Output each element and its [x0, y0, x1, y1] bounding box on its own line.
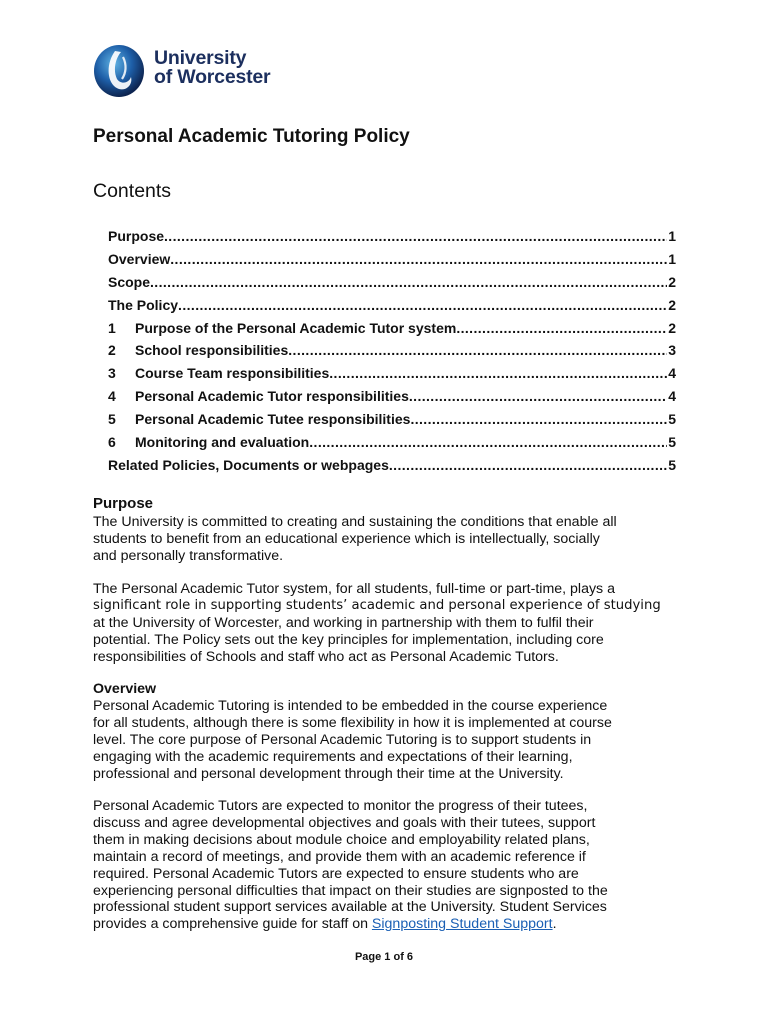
text-line: engaging with the academic requirements and expectations of their learning,	[93, 748, 573, 765]
toc-number: 6	[108, 434, 116, 451]
toc-label: Course Team responsibilities	[135, 365, 330, 382]
toc-entry[interactable]	[108, 320, 676, 343]
toc-page: 2	[668, 319, 676, 336]
purpose-paragraph-2	[93, 581, 693, 666]
toc-leader	[178, 297, 667, 314]
text-line: and personally transformative.	[93, 547, 284, 564]
toc-number: 3	[108, 365, 116, 382]
table-of-contents	[108, 228, 676, 480]
contents-heading: Contents	[93, 180, 172, 202]
text-line: potential. The Policy sets out the key principles for implementation, including core	[93, 631, 604, 648]
overview-paragraph-1	[93, 698, 693, 783]
toc-page: 2	[668, 296, 676, 313]
text-line: Personal Academic Tutoring is intended to be embedded in the course experience	[93, 698, 608, 714]
toc-leader	[389, 457, 667, 474]
text-line: students to benefit from an educational experience which is intellectually, socially	[93, 530, 600, 547]
text-line: professional and personal development through their time at the University.	[93, 765, 564, 782]
text-line: maintain a record of meetings, and provide them with an academic reference if	[93, 848, 586, 865]
toc-leader	[456, 320, 667, 337]
toc-number: 1	[108, 319, 116, 336]
page-number: Page 1 of 6	[354, 951, 414, 963]
toc-leader	[150, 274, 667, 291]
toc-page: 4	[668, 365, 676, 382]
text-line: at the University of Worcester, and working in partnership with them to fulfil their	[93, 614, 594, 631]
toc-label: Overview	[108, 250, 171, 267]
text-line: The Personal Academic Tutor system, for all students, full-time or part-time, plays a	[93, 581, 615, 597]
toc-label: Purpose of the Personal Academic Tutor system	[135, 319, 457, 336]
text-line: them in making decisions about module choice and employability related plans,	[93, 831, 590, 848]
text-line: required. Personal Academic Tutors are expected to ensure students who are	[93, 865, 579, 882]
toc-entry[interactable]	[108, 251, 676, 274]
toc-page: 5	[668, 434, 676, 451]
toc-leader	[329, 365, 667, 382]
document-title: Personal Academic Tutoring Policy	[93, 126, 410, 147]
overview-heading: Overview	[93, 681, 157, 697]
text-line: Personal Academic Tutors are expected to monitor the progress of their tutees,	[93, 798, 588, 814]
toc-number: 5	[108, 411, 116, 428]
university-crest-icon	[93, 43, 149, 99]
logo-line-1: University	[154, 47, 247, 69]
toc-entry[interactable]	[108, 297, 676, 320]
text-line: for all students, although there is some flexibility in how it is implemented at course	[93, 714, 612, 731]
text-fragment: provides a comprehensive guide for staff on	[93, 916, 372, 933]
text-line: professional student support services available at the University. Student Services	[93, 899, 607, 916]
toc-page: 1	[668, 228, 676, 244]
toc-page: 5	[668, 411, 676, 428]
toc-leader	[309, 434, 667, 451]
purpose-heading: Purpose	[93, 495, 154, 512]
text-line: The University is committed to creating and sustaining the conditions that enable all	[93, 514, 617, 530]
signposting-student-support-link[interactable]: Signposting Student Support	[371, 916, 553, 933]
toc-entry[interactable]	[108, 457, 676, 480]
toc-leader	[288, 342, 667, 359]
toc-entry[interactable]	[108, 388, 676, 411]
toc-entry[interactable]	[108, 434, 676, 457]
toc-label: Scope	[108, 273, 151, 290]
text-line: level. The core purpose of Personal Academic Tutoring is to support students in	[93, 731, 592, 748]
toc-leader	[409, 388, 667, 405]
logo-line-2: of Worcester	[154, 66, 271, 88]
text-line: significant role in supporting students’ academic and personal experience of studying	[93, 597, 661, 613]
toc-entry[interactable]	[108, 342, 676, 365]
toc-page: 2	[668, 273, 676, 290]
text-line: discuss and agree developmental objectives and goals with their tutees, support	[93, 814, 596, 831]
toc-label: Related Policies, Documents or webpages	[108, 456, 389, 473]
toc-leader	[164, 228, 667, 245]
toc-page: 3	[668, 342, 676, 359]
overview-paragraph-2	[93, 798, 693, 933]
text-line	[93, 916, 693, 933]
toc-label: Personal Academic Tutee responsibilities	[135, 411, 411, 428]
toc-label: Purpose	[108, 228, 165, 244]
university-logo	[93, 43, 293, 99]
text-fragment: .	[552, 916, 557, 933]
purpose-paragraph-1	[93, 514, 693, 565]
toc-leader	[170, 251, 667, 268]
logo-wordmark	[154, 49, 270, 87]
toc-number: 4	[108, 388, 116, 405]
toc-entry[interactable]	[108, 228, 676, 251]
toc-leader	[410, 411, 667, 428]
text-line: experiencing personal difficulties that impact on their studies are signposted to the	[93, 882, 608, 899]
text-line: responsibilities of Schools and staff who act as Personal Academic Tutors.	[93, 648, 559, 665]
toc-label: School responsibilities	[135, 342, 289, 359]
toc-label: Monitoring and evaluation	[135, 434, 310, 451]
toc-entry[interactable]	[108, 365, 676, 388]
toc-page: 4	[668, 388, 676, 405]
toc-number: 2	[108, 342, 116, 359]
toc-page: 1	[668, 250, 676, 267]
toc-label: Personal Academic Tutor responsibilities	[135, 388, 409, 405]
toc-entry[interactable]	[108, 274, 676, 297]
toc-page: 5	[668, 456, 676, 473]
toc-entry[interactable]	[108, 411, 676, 434]
toc-label: The Policy	[108, 296, 179, 313]
